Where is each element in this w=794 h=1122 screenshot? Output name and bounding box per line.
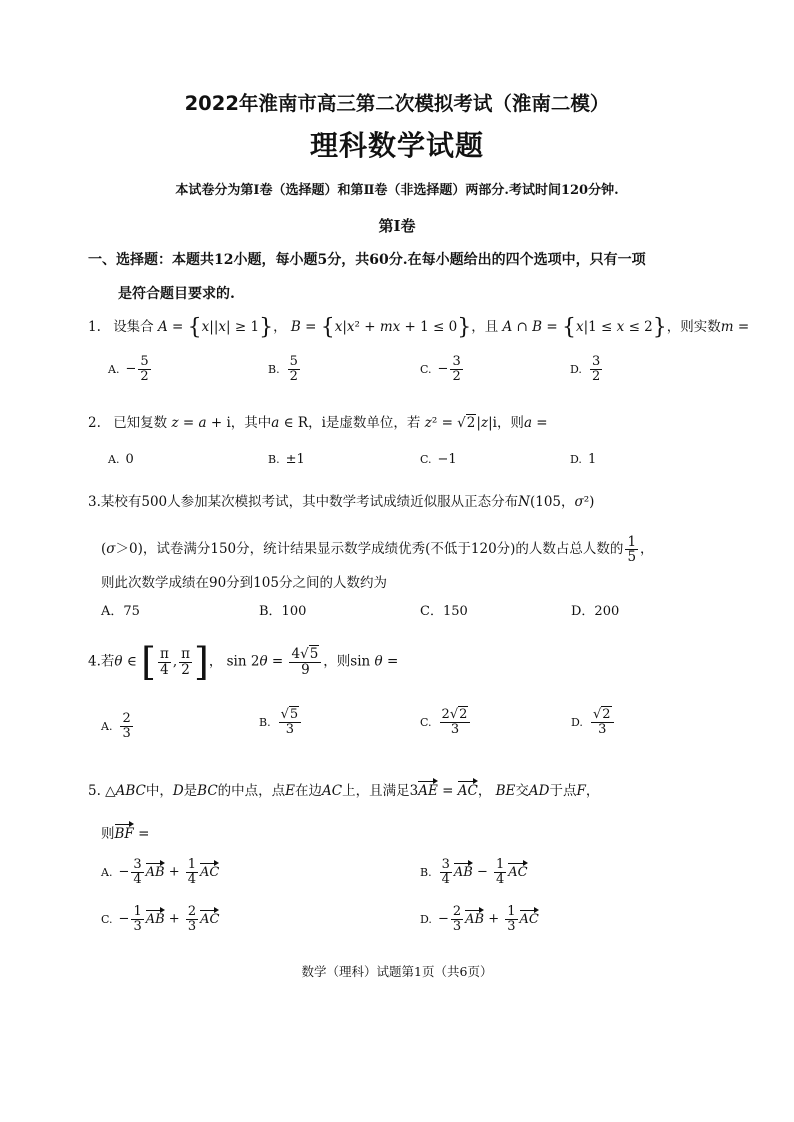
stem-text: ，则 <box>496 415 524 431</box>
exam-instructions: 本试卷分为第Ⅰ卷（选择题）和第Ⅱ卷（非选择题）两部分.考试时间120分钟. <box>175 183 619 198</box>
stem-text: 是 <box>183 783 198 799</box>
question-5-stem: 5. △ABC中，D是BC的中点，点E在边AC上，且满足3AE = AC， BE交AD于点F， <box>88 779 599 799</box>
q5-option-c[interactable]: C. − $\frac{1}{3}$ AB + $\frac{2}{3}$ AC <box>101 904 220 934</box>
q5-option-b[interactable]: B. $\frac{3}{4}$ AB − $\frac{1}{4}$ AC <box>420 857 528 887</box>
q4-option-c[interactable]: C. $\frac{2√2}{3}$ <box>420 708 472 736</box>
stem-text: ， <box>640 541 654 558</box>
stem-text: ， <box>477 783 492 799</box>
volume-heading: 第Ⅰ卷 <box>378 217 416 235</box>
stem-text: ，则 <box>323 653 351 670</box>
question-3-line2: (σ＞0)，试卷满分150分，统计结果显示数学成绩优秀(不低于120分)的人数占总人数的 $\frac{1}{5}$ ， <box>101 534 654 566</box>
stem-text: ，则实数 <box>666 319 721 335</box>
q3-option-c[interactable]: C．150 <box>420 604 468 619</box>
stem-text: ，其中 <box>230 415 272 431</box>
question-5-ask: 则BF = <box>101 822 149 842</box>
stem-text: 上，且满足 <box>342 783 410 799</box>
q2-option-a[interactable]: A. 0 <box>108 452 134 467</box>
stem-text: 中， <box>145 783 173 799</box>
q5-option-a[interactable]: A. − $\frac{3}{4}$ AB + $\frac{1}{4}$ AC <box>101 857 220 887</box>
stem-text: 4.若 <box>88 653 115 670</box>
exam-title: 2022年淮南市高三第二次模拟考试（淮南二模） <box>184 92 610 115</box>
question-3-line1: 3.某校有500人参加某次模拟考试，其中数学考试成绩近似服从正态分布N(105，σ²) <box>88 494 595 510</box>
stem-text: 已知复数 <box>113 415 168 431</box>
q2-option-b[interactable]: B. ±1 <box>268 452 305 467</box>
section-heading-line2: 是符合题目要求的. <box>118 286 235 302</box>
question-2-stem: 2. 已知复数 z = a + i，其中a ∈ R，i是虚数单位，若 z² = √2|z|i，则a = <box>88 415 548 431</box>
question-number: 1. <box>88 319 101 335</box>
stem-text: ， <box>208 653 223 670</box>
subject-title: 理科数学试题 <box>309 129 484 162</box>
q3-option-a[interactable]: A．75 <box>101 604 140 619</box>
stem-text: 则 <box>101 826 115 842</box>
q1-option-a[interactable]: A. − $\frac{5}{2}$ <box>108 354 149 384</box>
stem-text: ，试卷满分150分，统计结果显示数学成绩优秀(不低于120分)的人数占总人数的 <box>142 541 624 558</box>
stem-text: 的中点，点 <box>217 783 286 799</box>
q1-option-d[interactable]: D. $\frac{3}{2}$ <box>570 354 601 384</box>
q4-option-a[interactable]: A. $\frac{2}{3}$ <box>101 711 131 741</box>
stem-text: ，且 <box>471 319 499 335</box>
q1-option-b[interactable]: B. $\frac{5}{2}$ <box>268 354 298 384</box>
q1-option-c[interactable]: C. − $\frac{3}{2}$ <box>420 354 461 384</box>
stem-text: ， <box>585 783 600 799</box>
stem-text: 设集合 <box>113 319 154 335</box>
question-1-stem: 1. 设集合 A = {x||x| ≥ 1}， B = {x|x² + mx + 1 ≤ 0}，且 A ∩ B = {x|1 ≤ x ≤ 2}，则实数m = <box>88 315 750 340</box>
stem-text: ，i是虚数单位，若 <box>308 415 421 431</box>
q3-option-b[interactable]: B．100 <box>259 604 307 619</box>
q5-option-d[interactable]: D. − $\frac{2}{3}$ AB + $\frac{1}{3}$ AC <box>420 904 539 934</box>
question-3-line3: 则此次数学成绩在90分到105分之间的人数约为 <box>101 575 387 591</box>
q2-option-d[interactable]: D. 1 <box>570 452 597 467</box>
page-footer: 数学（理科）试题第1页（共6页） <box>301 964 493 979</box>
q4-option-d[interactable]: D. $\frac{√2}{3}$ <box>571 708 616 736</box>
q2-option-c[interactable]: C. −1 <box>420 452 457 467</box>
q4-option-b[interactable]: B. $\frac{√5}{3}$ <box>259 708 303 736</box>
question-4-stem: 4.若θ ∈ [ $\frac{\pi}{4}$ , $\frac{\pi}{2}$ ]， sin 2θ = $\frac{4√5}{9}$ ，则sin θ = <box>88 640 399 684</box>
stem-text: 于点 <box>549 783 577 799</box>
section-heading-line1: 一、选择题：本题共12小题，每小题5分，共60分.在每小题给出的四个选项中，只有一项 <box>88 252 646 268</box>
stem-text: ， <box>273 319 287 335</box>
stem-text: 在边 <box>295 783 323 799</box>
q3-option-d[interactable]: D．200 <box>571 604 620 619</box>
question-number: 2. <box>88 415 101 431</box>
stem-text: 3.某校有500人参加某次模拟考试，其中数学考试成绩近似服从正态分布 <box>88 494 519 510</box>
stem-text: 交 <box>515 783 529 799</box>
stem-text: 5. <box>88 783 101 799</box>
